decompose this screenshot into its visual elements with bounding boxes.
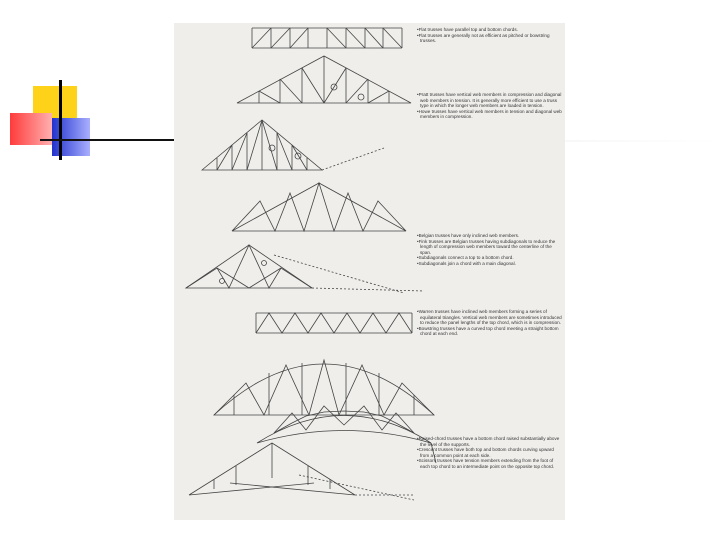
note-text: • Subdiagonals connect a top to a bottom chord. [417, 255, 562, 261]
scissors-truss-diagram [189, 443, 414, 500]
belgian-truss-diagram [232, 183, 406, 231]
note-text: • Subdiagonals join a chord with a main diagonal. [417, 261, 562, 267]
ornament-blue-square [52, 118, 90, 156]
note-text: • Howe trusses have vertical web members in tension and diagonal web members in compression. [417, 109, 562, 120]
bowstring-truss-diagram [214, 360, 434, 415]
warren-truss-diagram [256, 313, 412, 333]
ornament-vertical-rule [59, 80, 62, 160]
note-text: • Scissors trusses have tension members extending from the foot of each top chord to an intermediate point on the opposite top chord. [417, 458, 562, 469]
scanned-truss-page [174, 23, 565, 520]
note-text: • Warren trusses have inclined web members forming a series of equilateral triangles. Vertical web members are sometimes introduced to reduce the panel lengths of the top chord, which is in compression. [417, 309, 562, 326]
note-text: • Fink trusses are Belgian trusses having subdiagonals to reduce the length of compression web members toward the centerline of the span. [417, 239, 562, 256]
note-text: • Flat trusses have parallel top and bottom chords. [417, 27, 562, 33]
pratt-howe-notes [417, 92, 562, 120]
note-text: • Flat trusses are generally not as efficient as pitched or bowstring trusses. [417, 33, 562, 44]
note-text: • Bowstring trusses have a curved top chord meeting a straight bottom chord at each end. [417, 326, 562, 337]
note-text: • Raised-chord trusses have a bottom chord raised substantially above the level of the supports. [417, 436, 562, 447]
raised-crescent-scissors-notes [417, 436, 562, 470]
warren-bowstring-notes [417, 309, 562, 337]
pratt-truss-diagram [237, 56, 411, 103]
note-text: • Belgian trusses have only inclined web members. [417, 233, 562, 239]
fink-truss-diagram [186, 245, 424, 293]
crescent-truss-diagram [257, 406, 436, 463]
flat-truss-diagram [252, 28, 402, 48]
note-text: • Crescent trusses have both top and bottom chords curving upward from a common point at each side. [417, 447, 562, 458]
note-text: • Pratt trusses have vertical web members in compression and diagonal web members in tension. It is generally more efficient to use a truss type in which the longer web members are loaded in tension. [417, 92, 562, 109]
howe-truss-diagram [202, 120, 384, 170]
belgian-fink-notes [417, 233, 562, 267]
flat-truss-notes [417, 27, 562, 44]
ornament-horizontal-rule [40, 139, 180, 141]
